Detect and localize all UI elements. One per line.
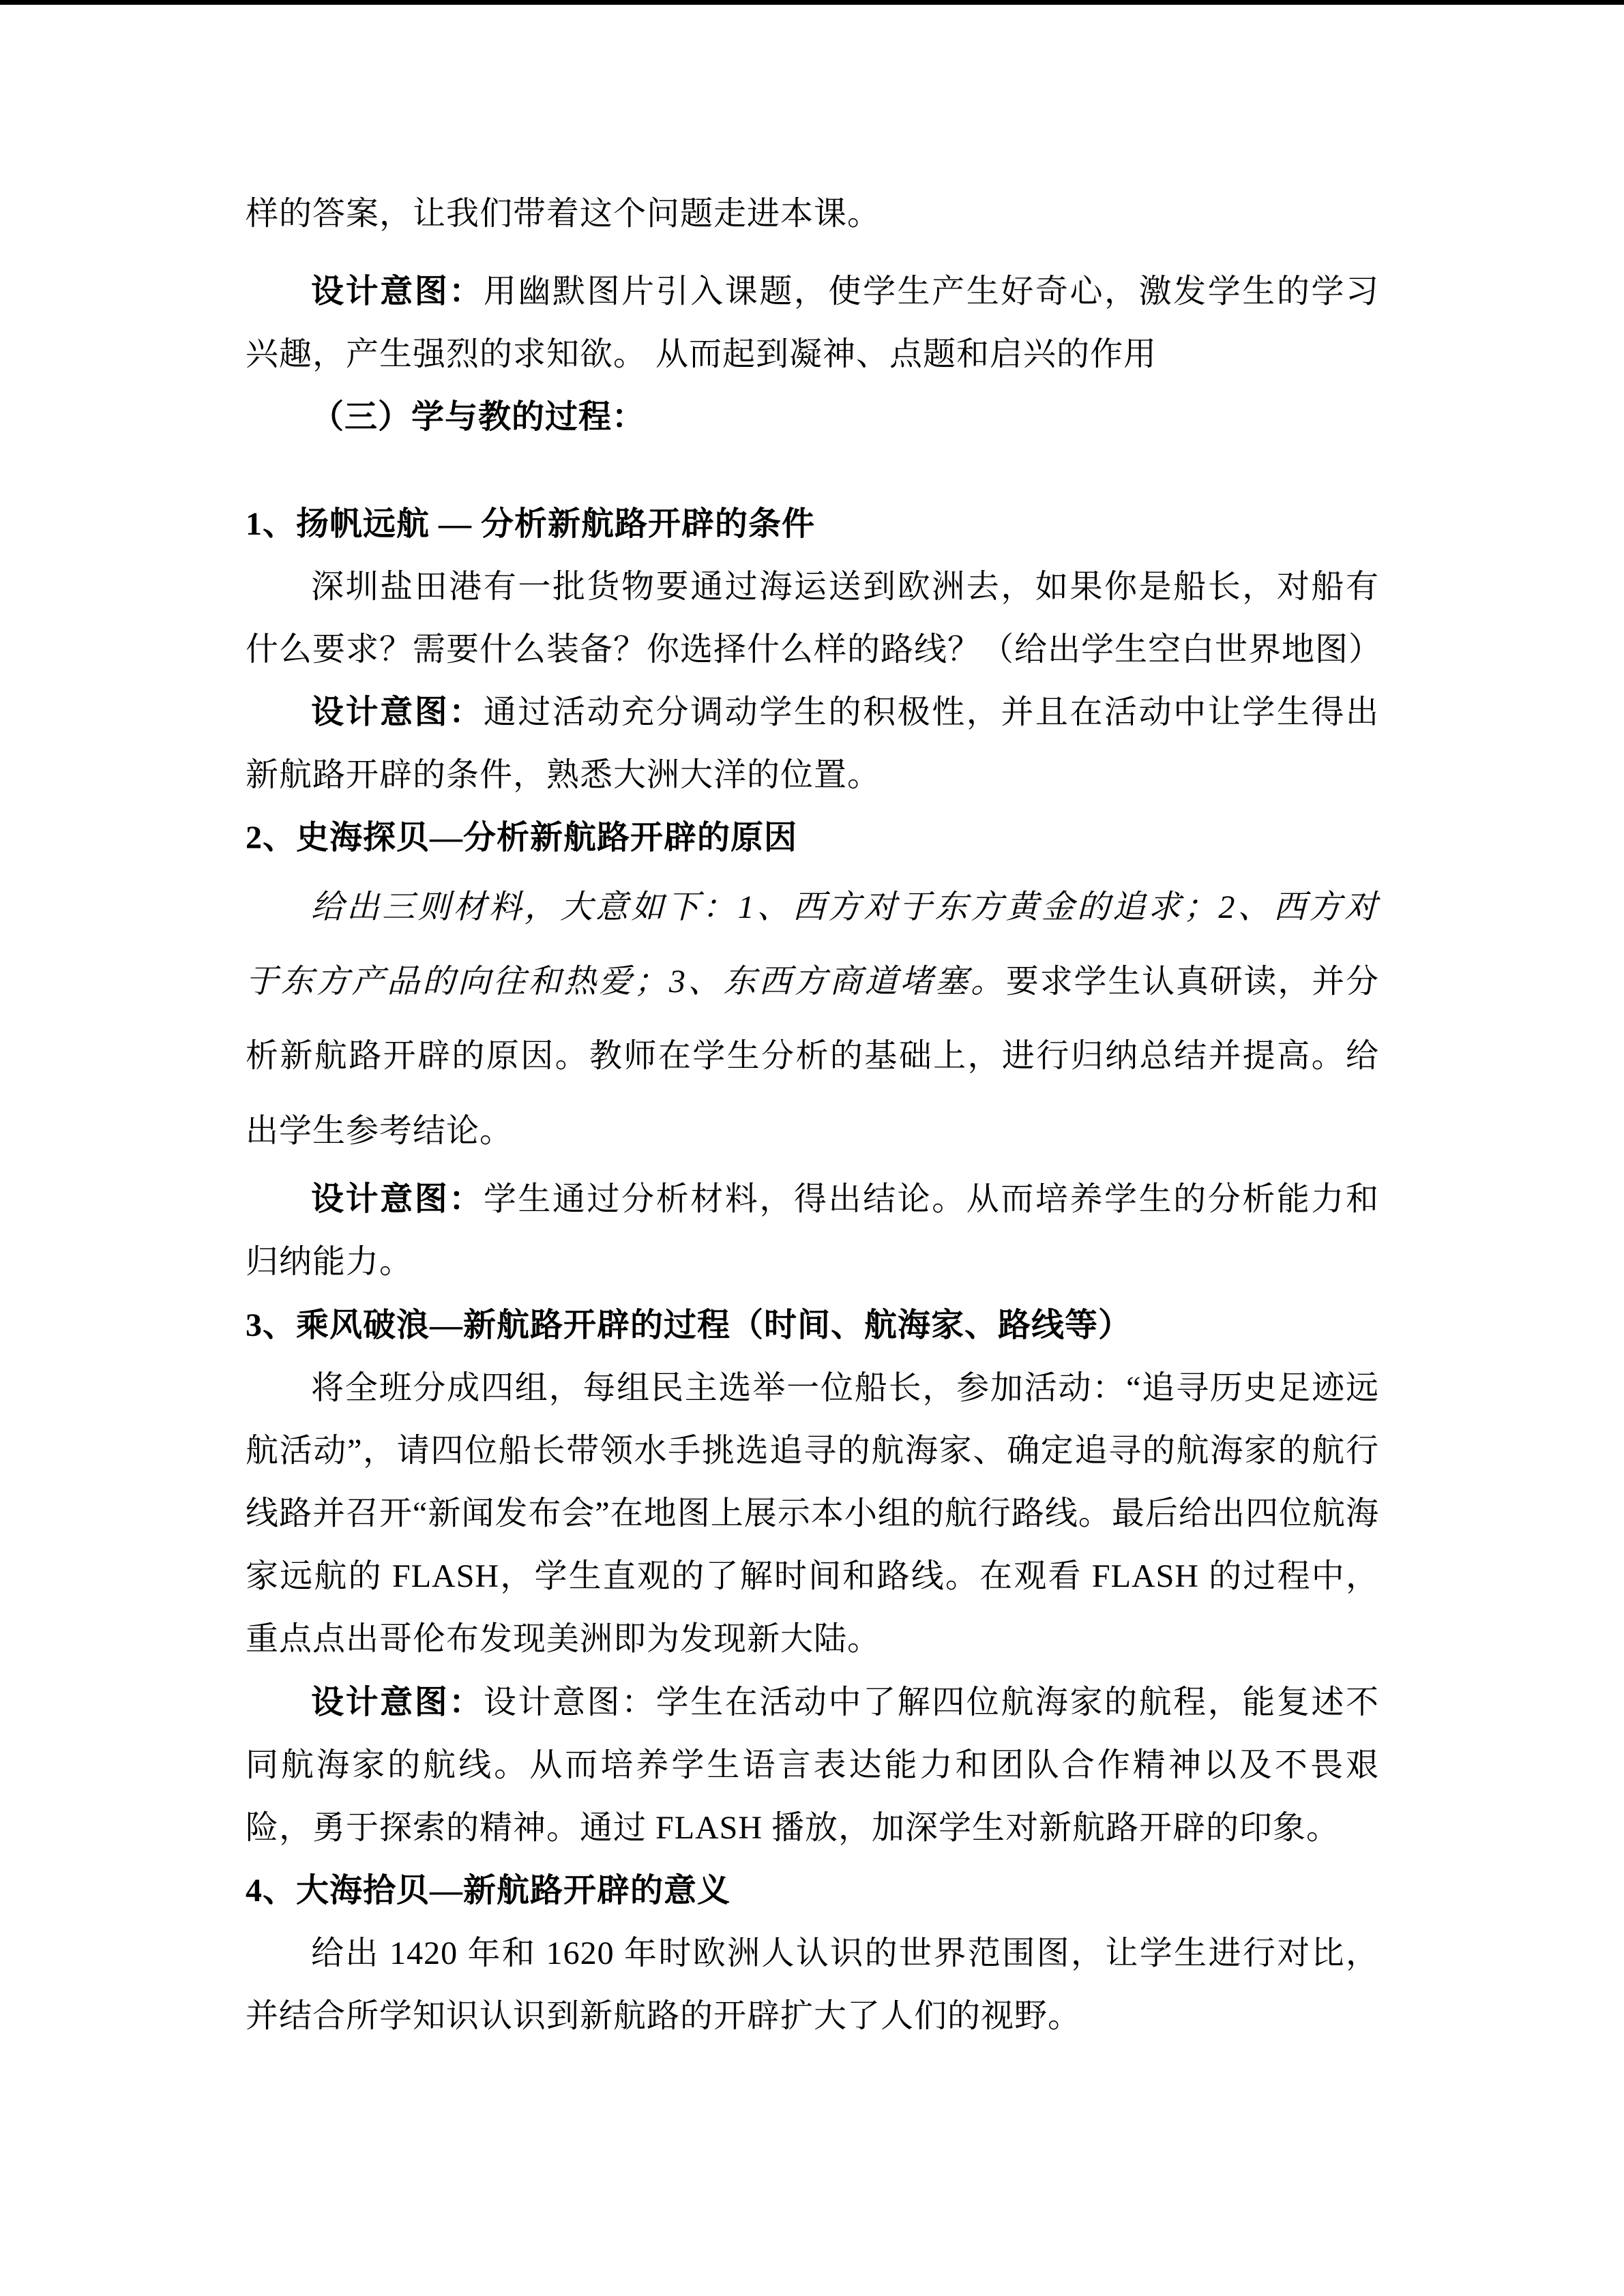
paragraph-design-intent-intro	[246, 260, 1379, 386]
paragraph-continuation: 样的答案，让我们带着这个问题走进本课。	[246, 196, 881, 232]
heading-step-1: 1、扬帆远航 — 分析新航路开辟的条件	[246, 505, 816, 542]
paragraph-step-3-body: 将全班分成四组，每组民主选举一位船长，参加活动：“追寻历史足迹远航活动”，请四位船长带领水手挑选追寻的航海家、确定追寻的航海家的航行线路并召开“新闻发布会”在地图上展示本小组的航行路线。最后给出四位航海家远航的 FLASH，学生直观的了解时间和路线。在观看 FLASH 的过程中，重点点出哥伦布发现美洲即为发现新大陆。	[246, 1369, 1379, 1658]
paragraph-step-2-body	[246, 870, 1379, 1169]
paragraph-design-intent-4	[246, 1671, 1379, 1860]
design-intent-label-2: 设计意图：	[311, 694, 484, 731]
design-intent-label-1: 设计意图：	[311, 273, 484, 310]
design-intent-text-2: 通过活动充分调动学生的积极性，并且在活动中让学生得出新航路开辟的条件，熟悉大洲大洋的位置。	[246, 694, 1379, 794]
heading-step-2: 2、史海探贝—分析新航路开辟的原因	[246, 820, 798, 856]
paragraph-design-intent-2	[246, 681, 1379, 807]
paragraph-step-4-body: 给出 1420 年和 1620 年时欧洲人认识的世界范围图，让学生进行对比，并结合所学知识认识到新航路的开辟扩大了人们的视野。	[246, 1935, 1379, 2035]
design-intent-text-1: 用幽默图片引入课题，使学生产生好奇心，激发学生的学习兴趣，产生强烈的求知欲。 从而起到凝神、点题和启兴的作用	[246, 273, 1379, 373]
paragraph-design-intent-3	[246, 1168, 1379, 1294]
heading-step-3: 3、乘风破浪—新航路开辟的过程（时间、航海家、路线等）	[246, 1307, 1132, 1343]
design-intent-text-4: 设计意图：学生在活动中了解四位航海家的航程，能复述不同航海家的航线。从而培养学生语言表达能力和团队合作精神以及不畏艰险，勇于探索的精神。通过 FLASH 播放，加深学生对新航路开辟的印象。	[246, 1684, 1379, 1846]
document-content	[246, 183, 1383, 2048]
materials-regular-text: 要求学生认真研读，并分析新航路开辟的原因。教师在学生分析的基础上，进行归纳总结并提高。给出学生参考结论。	[246, 964, 1379, 1149]
design-intent-text-3: 学生通过分析材料，得出结论。从而培养学生的分析能力和归纳能力。	[246, 1181, 1379, 1281]
heading-step-4: 4、大海拾贝—新航路开辟的意义	[246, 1873, 731, 1909]
section-title-process: （三）学与教的过程：	[311, 399, 646, 436]
design-intent-label-4: 设计意图：	[311, 1684, 484, 1720]
design-intent-label-3: 设计意图：	[311, 1181, 484, 1218]
paragraph-step-1-body: 深圳盐田港有一批货物要通过海运送到欧洲去，如果你是船长，对船有什么要求？需要什么装备？你选择什么样的路线？（给出学生空白世界地图）	[246, 568, 1383, 668]
materials-kai-text: 给出三则材料，大意如下：1、西方对于东方黄金的追求；2、西方对于东方产品的向往和热爱；3、东西方商道堵塞。	[246, 889, 1379, 1000]
page-top-border	[0, 0, 1624, 5]
